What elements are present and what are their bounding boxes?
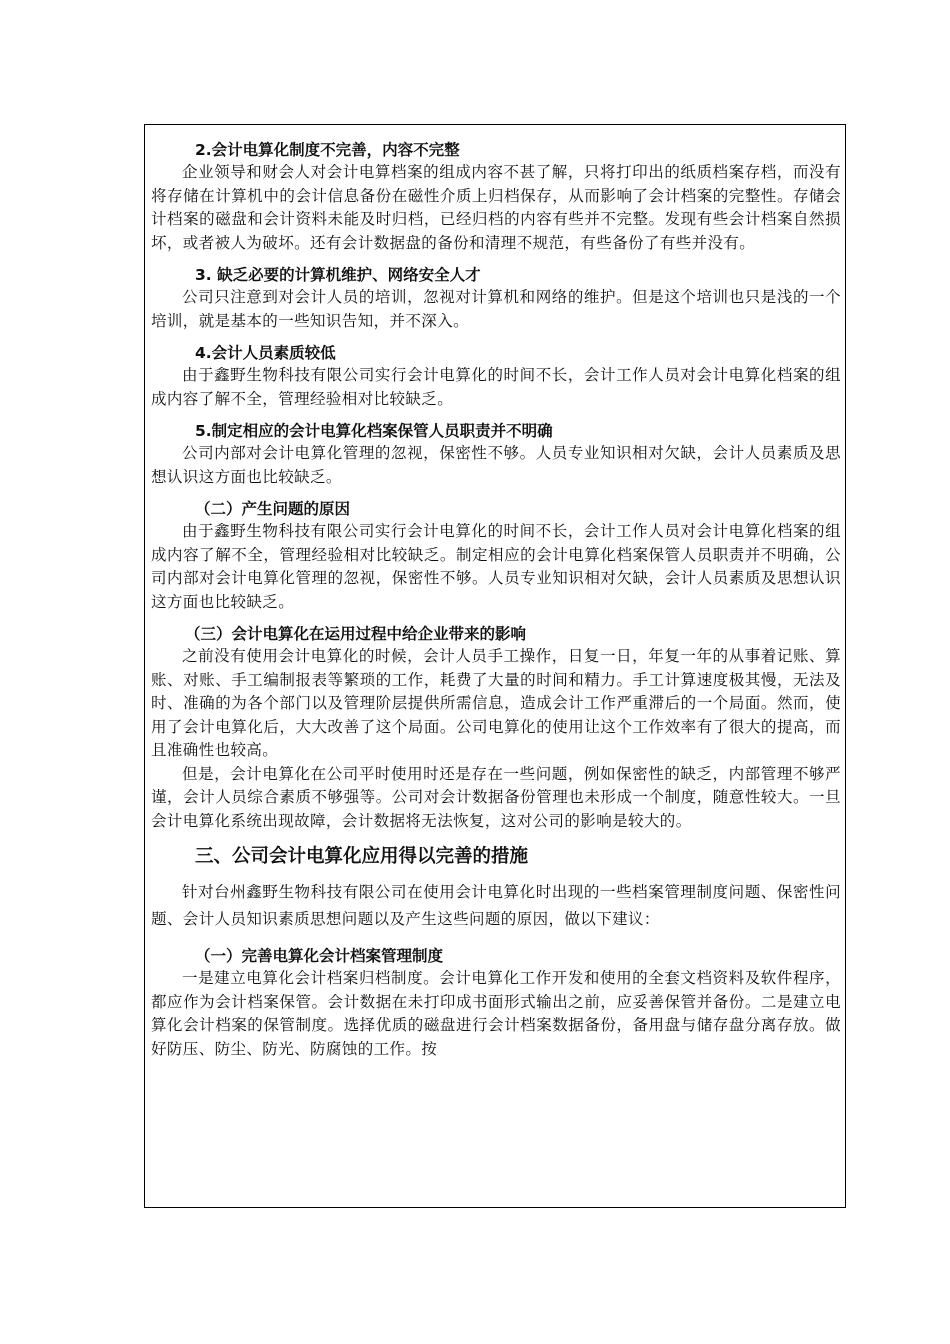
heading-section-2: 2.会计电算化制度不完善，内容不完整	[195, 141, 460, 159]
heading-causes: （二）产生问题的原因	[195, 500, 351, 518]
paragraph-causes: 由于鑫野生物科技有限公司实行会计电算化的时间不长，会计工作人员对会计电算化档案的组成内容了解不全，管理经验相对比较缺乏。制定相应的会计电算化档案保管人员职责并不明确，公司内部对会计电算化管理的忽视，保密性不够。人员专业知识相对欠缺，会计人员素质及思想认识这方面也比较缺乏。	[151, 522, 841, 611]
heading-section-5: 5.制定相应的会计电算化档案保管人员职责并不明确	[195, 422, 553, 440]
paragraph-impact-1: 之前没有使用会计电算化的时候，会计人员手工操作，日复一日，年复一年的从事着记账、算账、对账、手工编制报表等繁琐的工作，耗费了大量的时间和精力。手工计算速度极其慢，无法及时、准确的为各个部门以及管理阶层提供所需信息，造成会计工作严重滞后的一个局面。然而，使用了会计电算化后，大大改善了这个局面。公司电算化的使用让这个工作效率有了很大的提高，而且准确性也较高。	[151, 647, 841, 759]
paragraph-impact-2: 但是，会计电算化在公司平时使用时还是存在一些问题，例如保密性的缺乏，内部管理不够严谨，会计人员综合素质不够强等。公司对会计数据备份管理也未形成一个制度，随意性较大。一旦会计电算化系统出现故障，会计数据将无法恢复，这对公司的影响是较大的。	[151, 764, 841, 830]
paragraph-section-4: 由于鑫野生物科技有限公司实行会计电算化的时间不长，会计工作人员对会计电算化档案的组成内容了解不全，管理经验相对比较缺乏。	[151, 366, 841, 408]
heading-section-4: 4.会计人员素质较低	[195, 344, 336, 362]
paragraph-section-5: 公司内部对会计电算化管理的忽视，保密性不够。人员专业知识相对欠缺，会计人员素质及思想认识这方面也比较缺乏。	[151, 444, 841, 486]
document-body	[151, 139, 841, 1061]
paragraph-section-3: 公司只注意到对会计人员的培训，忽视对计算机和网络的维护。但是这个培训也只是浅的一个培训，就是基本的一些知识告知，并不深入。	[151, 288, 841, 330]
chapter-heading: 三、公司会计电算化应用得以完善的措施	[195, 846, 529, 867]
heading-impact: （三）会计电算化在运用过程中给企业带来的影响	[185, 625, 527, 643]
page-frame	[144, 124, 846, 1208]
heading-section-3: 3. 缺乏必要的计算机维护、网络安全人才	[195, 266, 481, 284]
heading-improve-system: （一）完善电算化会计档案管理制度	[195, 947, 444, 965]
chapter-intro: 针对台州鑫野生物科技有限公司在使用会计电算化时出现的一些档案管理制度问题、保密性问题、会计人员知识素质思想问题以及产生这些问题的原因，做以下建议：	[151, 883, 841, 928]
paragraph-improve-system: 一是建立电算化会计档案归档制度。会计电算化工作开发和使用的全套文档资料及软件程序，都应作为会计档案保管。会计数据在未打印成书面形式输出之前，应妥善保管并备份。二是建立电算化会计档案的保管制度。选择优质的磁盘进行会计档案数据备份，备用盘与储存盘分离存放。做好防压、防尘、防光、防腐蚀的工作。按	[151, 969, 841, 1058]
paragraph-section-2: 企业领导和财会人对会计电算档案的组成内容不甚了解，只将打印出的纸质档案存档，而没有将存储在计算机中的会计信息备份在磁性介质上归档保存，从而影响了会计档案的完整性。存储会计档案的磁盘和会计资料未能及时归档，已经归档的内容有些并不完整。发现有些会计档案自然损坏，或者被人为破坏。还有会计数据盘的备份和清理不规范，有些备份了有些并没有。	[151, 163, 841, 252]
